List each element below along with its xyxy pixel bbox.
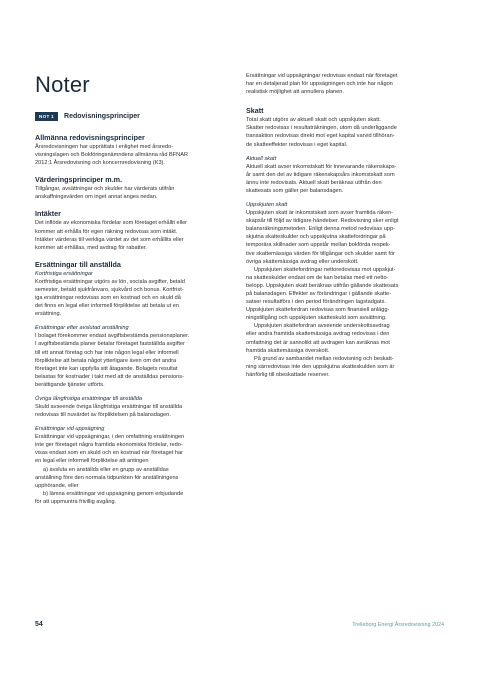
text-line: omfattning det är sannolikt att avdragen kan avräknas mot xyxy=(246,339,390,346)
paragraph xyxy=(246,163,444,195)
text-line: ännu inte redovisats. Aktuell skatt beräknas utifrån den xyxy=(246,179,382,186)
text-line: skjutna skatteskulder och uppskjutna skattefordringar på xyxy=(246,234,386,241)
text-line: kommer att erhålla för egen räkning redovisas som intäkt. xyxy=(35,228,178,235)
text-line: för att uppmuntra frivillig avgång. xyxy=(35,498,117,505)
section-revenue xyxy=(35,209,233,251)
subsection-heading: Uppskjuten skatt xyxy=(246,202,288,209)
subsection-short-term xyxy=(35,270,233,318)
text-line: Tillgångar, avsättningar och skulder har värderats utifrån xyxy=(35,186,175,193)
text-line: belastas för kostnader i takt med att de anställdas pensions- xyxy=(35,373,184,380)
note-heading xyxy=(35,112,233,121)
text-line: har en detaljerad plan för uppsägningen och inte har någon xyxy=(246,81,393,88)
text-line: Uppskjuten skattefordringar nettoredovisas mot uppskjut- xyxy=(254,266,396,273)
text-line: de skatteeffekter redovisas i eget kapital. xyxy=(246,141,348,148)
text-line: eller andra framtida skattemässiga avdrag redovisas i den xyxy=(246,331,390,338)
paragraph xyxy=(35,332,233,389)
list-item-b xyxy=(35,490,233,506)
paragraph xyxy=(35,219,233,251)
text-line: hänförlig till obeskattade reserver. xyxy=(246,371,330,378)
text-line: iga ersättningar redovisas som en kostnad och en skuld då xyxy=(35,295,181,302)
text-line: företaget inte kan uppfylla sitt åtagande. Bolagets resultat xyxy=(35,365,178,372)
section-tax xyxy=(246,106,444,379)
section-general-principles xyxy=(35,133,233,167)
text-line: Ersättningar vid uppsägningar redovisas endast när företaget xyxy=(246,73,398,79)
subsection-termination xyxy=(35,425,233,506)
text-line: Intäkter värderas till verkliga värdet av det som erhållits eller xyxy=(35,236,184,243)
text-line: na skatteskulder endast om de kan betalas med ett netto- xyxy=(246,274,389,281)
paragraph xyxy=(246,209,444,266)
text-line: kommer att erhållas, med avdrag för rabatter. xyxy=(35,244,147,251)
section-employee-benefits xyxy=(35,260,233,506)
subsection-deferred-tax xyxy=(246,201,444,379)
text-line: balansräkningsmetoden. Enligt denna metod redovisas upp- xyxy=(246,226,395,233)
section-heading: Intäkter xyxy=(35,209,61,219)
section-heading: Allmänna redovisningsprinciper xyxy=(35,133,145,142)
text-line: visas endast som en skuld och en kostnad när företaget har xyxy=(35,450,184,457)
text-line: Årsredovisningen har upprättats i enlighet med årsredo- xyxy=(35,144,174,150)
text-line: satser resultatförs i den period förändringen lagstadgats. xyxy=(246,299,386,306)
text-line: transaktion redovisas direkt mot eget kapital varvid tillhöran- xyxy=(246,133,395,140)
subsection-other-long-term xyxy=(35,395,233,419)
text-line: skapsår till följd av tidigare händelser. Redovisning sker enligt xyxy=(246,218,399,225)
text-line: anskaffningsvärden om inget annat anges nedan. xyxy=(35,194,158,201)
paragraph xyxy=(246,72,444,96)
subsection-post-employment xyxy=(35,324,233,389)
text-line: inte ger företaget några framtida ekonomiska fördelar, redo- xyxy=(35,442,183,449)
text-line: ning särredovisas inte den uppskjutna skatteskulden som är xyxy=(246,363,395,370)
text-line: berättigande tjänster utförts. xyxy=(35,381,105,388)
paragraph xyxy=(246,322,444,354)
text-line: det finns en legal eller informell förpliktelse att betala ut en xyxy=(35,303,179,310)
section-heading: Skatt xyxy=(246,106,264,116)
paragraph xyxy=(246,116,444,148)
termination-continuation xyxy=(246,72,444,96)
subsection-heading: Ersättningar efter avslutad anställning xyxy=(35,325,129,332)
text-line: ersättning. xyxy=(35,311,62,318)
section-heading: Ersättningar till anställda xyxy=(35,259,121,269)
paragraph xyxy=(35,143,233,167)
text-line: belopp. Uppskjuten skatt beräknas utifrån gällande skattesats xyxy=(246,282,399,289)
paragraph xyxy=(246,355,444,379)
text-line: Det inflöde av ekonomiska fördelar som företaget erhållit eller xyxy=(35,220,188,227)
text-line: Aktuell skatt avser inkomstskatt för innevarande räkenskaps- xyxy=(246,163,397,170)
text-line: a) avsluta en anställds eller en grupp av anställdas xyxy=(43,466,169,473)
subsection-heading: Ersättningar vid uppsägning xyxy=(35,426,105,433)
text-line: Kortfristiga ersättningar utgörs av lön, sociala avgifter, betald xyxy=(35,278,185,285)
text-line: på balansdagen. Effekter av förändringar i gällande skatte- xyxy=(246,290,392,297)
text-line: semester, betald sjukfrånvaro, sjukvård och bonus. Kortfrist- xyxy=(35,286,184,293)
text-line: Uppskjuten skattefordran avseende underskottsavdrag xyxy=(254,323,390,330)
text-line: realistisk möjlighet att annullera planen. xyxy=(246,89,344,96)
paragraph xyxy=(35,433,233,465)
text-line: tive skattemässiga värden för tillgångar och skulder samt för xyxy=(246,250,395,257)
subsection-heading: Aktuell skatt xyxy=(246,155,277,162)
text-line: b) lämna ersättningar vid uppsägning genom erbjudande xyxy=(43,490,184,497)
text-line: Skuld avseende övriga långfristiga ersättningar till anställda xyxy=(35,403,183,410)
left-column xyxy=(35,112,233,514)
subsection-heading: Kortfristiga ersättningar xyxy=(35,270,93,277)
text-line: På grund av sambandet mellan redovisning och beskatt- xyxy=(254,355,394,362)
text-line: Ersättningar vid uppsägningar, i den omfattning ersättningen xyxy=(35,434,185,441)
right-column xyxy=(246,72,444,387)
text-line: ningstillgång och uppskjuten skatteskuld som avsättning. xyxy=(246,315,387,322)
paragraph xyxy=(35,185,233,201)
page-title: Noter xyxy=(35,72,90,97)
paragraph xyxy=(35,278,233,318)
text-line: 2012:1 Årsredovisning och koncernredovisning (K3). xyxy=(35,160,165,167)
page-number: 54 xyxy=(35,621,43,628)
text-line: Total skatt utgörs av aktuell skatt och uppskjuten skatt. xyxy=(246,117,381,124)
text-line: till ett annat företag och har inte någon legal eller informell xyxy=(35,349,179,356)
text-line: en legal eller informell förpliktelse att antingen xyxy=(35,458,149,465)
text-line: visningslagen och Bokföringsnämndens allmänna råd BFNAR xyxy=(35,152,188,159)
text-line: upphörande, eller xyxy=(35,482,79,489)
text-line: år samt den del av tidigare räkenskapsårs inkomstskatt som xyxy=(246,171,395,178)
note-title: Redovisningsprinciper xyxy=(64,113,140,120)
subsection-heading: Övriga långfristiga ersättningar till anställda xyxy=(35,395,142,402)
text-line: Uppskjuten skattefordran redovisas som finansiell anlägg- xyxy=(246,307,390,314)
text-line: I bolaget förekommer endast avgiftsbestämda pensionsplaner. xyxy=(35,333,190,340)
text-line: I avgiftsbestämda planer betalar företaget fastställda avgifter xyxy=(35,341,185,348)
text-line: temporära skillnader som uppstår mellan bokförda respek- xyxy=(246,242,391,249)
text-line: redovisas till nuvärdet av förpliktelsen på balansdagen. xyxy=(35,412,171,419)
list-item-a xyxy=(35,466,233,490)
note-number-badge: NOT 1 xyxy=(35,112,58,121)
text-line: skattesats som gäller per balansdagen. xyxy=(246,187,344,194)
text-line: anställning före den normala tidpunkten för anställningens xyxy=(35,474,179,481)
text-line: Uppskjuten skatt är inkomstskatt som avser framtida räken- xyxy=(246,210,394,217)
text-line: övriga skattemässiga avdrag eller underskott. xyxy=(246,258,359,265)
paragraph xyxy=(246,266,444,323)
section-valuation-principles xyxy=(35,175,233,201)
subsection-current-tax xyxy=(246,155,444,195)
text-line: Skatter redovisas i resultaträkningen, utom då underliggande xyxy=(246,125,397,132)
section-heading: Värderingsprinciper m.m. xyxy=(35,175,123,185)
text-line: framtida skattemässiga överskott. xyxy=(246,347,330,354)
report-name: Trelleborg Energi Årsredovisning 2024 xyxy=(352,622,444,628)
paragraph xyxy=(35,403,233,419)
text-line: förpliktelse att betala något ytterligare även om det andra xyxy=(35,357,177,364)
